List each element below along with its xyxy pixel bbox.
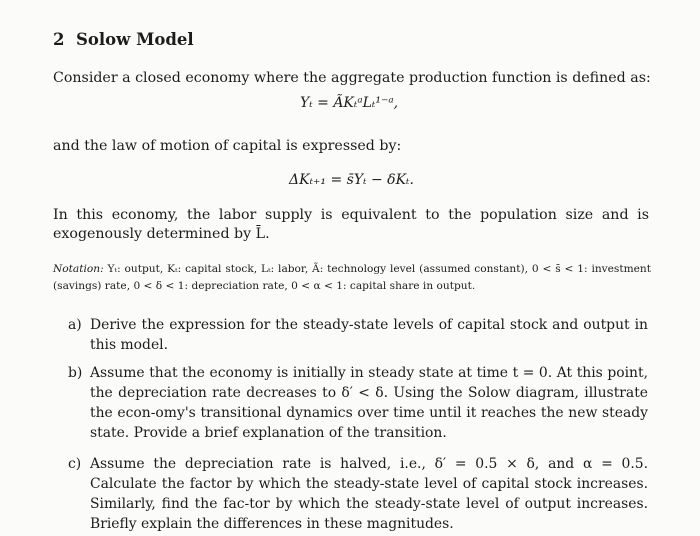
question-text: Assume the depreciation rate is halved, i.e., δ′ = 0.5 × δ, and α = 0.5. Calculate the factor by which the steady-state level of capital stock increases. Similarly, find the fac-tor by which the steady-state level of output increases. Briefly explain the differences in these magnitudes. [90,456,648,532]
intro-text: Consider a closed economy where the aggregate production function is defined as: [53,70,651,86]
production-function-equation: Yₜ = ÃKₜᵃLₜ¹⁻ᵃ, [300,95,399,111]
question-text: Assume that the economy is initially in steady state at time t = 0. At this point, the depreciation rate decreases to δ′ < δ. Using the Solow diagram, illustrate the econ-omy's transitional dynamics over time until it reaches the new steady state. Provide a brief explanation of the transition. [90,365,648,441]
labor-supply-paragraph: In this economy, the labor supply is equivalent to the population size and is exogenously determined by L̄. [53,207,649,242]
question-b [68,363,648,443]
notation-label: Notation: [53,263,104,275]
question-c [68,454,648,534]
law-of-motion-intro: and the law of motion of capital is expressed by: [53,138,402,154]
notation-block [53,261,651,295]
question-marker: c) [68,456,82,472]
capital-motion-equation: ΔKₜ₊₁ = s̄Yₜ − δKₜ. [289,172,414,188]
section-heading [53,30,194,49]
section-number: 2 [53,30,65,49]
question-marker: b) [68,365,83,381]
question-text: Derive the expression for the steady-state levels of capital stock and output in this model. [90,317,648,353]
section-title: Solow Model [75,30,194,49]
notation-text: Yₜ: output, Kₜ: capital stock, Lₜ: labor, Ã: technology level (assumed constant), 0 < s̄ < 1: investment (savings) rate, 0 < δ < 1: depreciation rate, 0 < α < 1: capital share in output. [53,263,652,292]
question-a [68,315,648,355]
question-marker: a) [68,317,82,333]
